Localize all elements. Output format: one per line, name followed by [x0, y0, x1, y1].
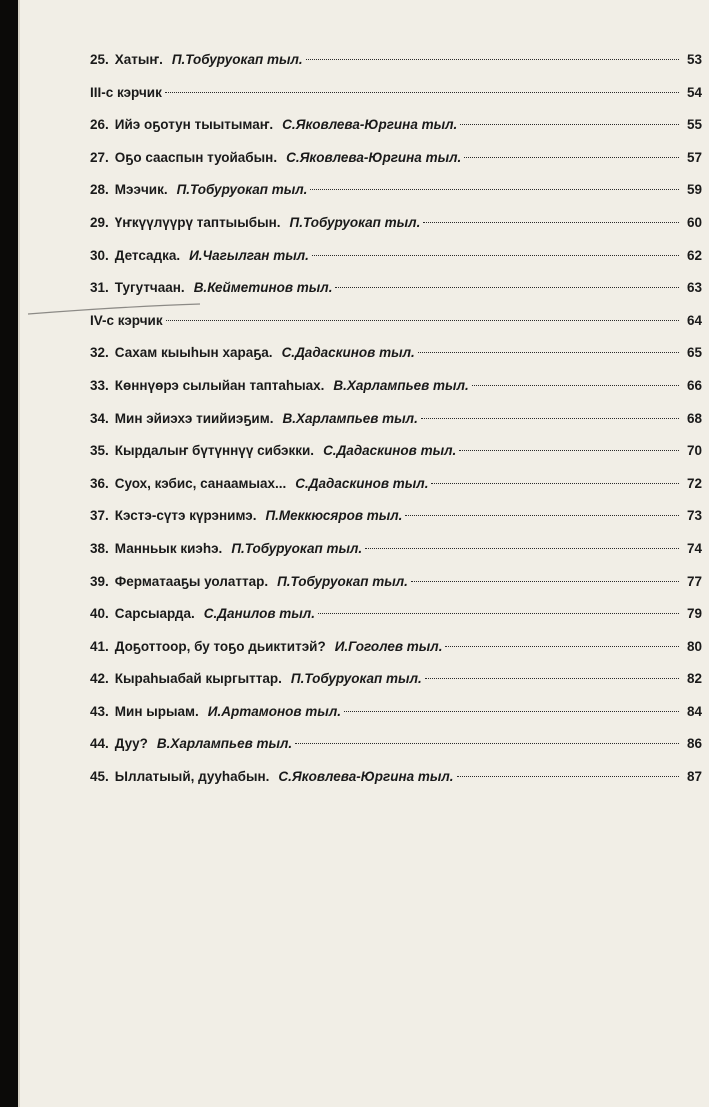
- entry-page-number: 73: [686, 508, 702, 524]
- toc-entry[interactable]: [90, 701, 702, 734]
- toc-entry[interactable]: [90, 82, 702, 115]
- dot-leader: [166, 320, 679, 321]
- toc-entry[interactable]: [90, 212, 702, 245]
- dot-leader: [411, 581, 679, 582]
- entry-number: 29.: [90, 214, 109, 230]
- entry-page-number: 68: [686, 410, 702, 426]
- entry-page-number: 87: [686, 769, 702, 785]
- toc-entry[interactable]: [90, 310, 702, 343]
- entry-number: 35.: [90, 443, 109, 459]
- entry-title: Сарсыарда.: [114, 606, 195, 622]
- entry-title: Детсадка.: [114, 247, 181, 263]
- entry-title: Манньык киэһэ.: [114, 540, 223, 556]
- entry-title: Үҥкүүлүүрү таптыыбын.: [114, 214, 281, 230]
- entry-page-number: 55: [686, 117, 702, 133]
- entry-title: Мин ырыам.: [114, 703, 199, 719]
- entry-page-number: 66: [686, 377, 702, 393]
- entry-page-number: 79: [686, 606, 702, 622]
- entry-author: В.Кейметинов тыл.: [193, 280, 333, 296]
- dot-leader: [445, 646, 679, 647]
- entry-title: Ийэ оҕотун тыытымаҥ.: [114, 117, 274, 133]
- toc-entry[interactable]: [90, 571, 702, 604]
- toc-entry[interactable]: [90, 147, 702, 180]
- entry-number: 44.: [90, 736, 109, 752]
- entry-page-number: 57: [686, 149, 702, 165]
- dot-leader: [312, 255, 679, 256]
- entry-author: С.Данилов тыл.: [203, 606, 315, 622]
- entry-title: Кыраһыабай кыргыттар.: [114, 671, 282, 687]
- entry-author: И.Гоголев тыл.: [334, 638, 443, 654]
- entry-number: 38.: [90, 540, 109, 556]
- dot-leader: [464, 157, 679, 158]
- dot-leader: [365, 548, 679, 549]
- entry-author: В.Харлампьев тыл.: [333, 377, 469, 393]
- entry-page-number: 60: [686, 214, 702, 230]
- entry-page-number: 72: [686, 475, 702, 491]
- entry-title: Доҕоттоор, бу тоҕо дьиктитэй?: [114, 638, 326, 654]
- entry-number: 36.: [90, 475, 109, 491]
- book-page: [18, 0, 709, 1107]
- entry-title: Тугутчаан.: [114, 280, 185, 296]
- dot-leader: [165, 92, 679, 93]
- entry-page-number: 84: [686, 703, 702, 719]
- entry-number: 28.: [90, 182, 109, 198]
- entry-title: IV-с кэрчик: [90, 312, 163, 328]
- entry-author: П.Тобуруокап тыл.: [277, 573, 408, 589]
- entry-number: 33.: [90, 377, 109, 393]
- entry-author: И.Артамонов тыл.: [207, 703, 341, 719]
- entry-title: Мээчик.: [114, 182, 168, 198]
- entry-page-number: 63: [686, 280, 702, 296]
- entry-title: Ферматааҕы уолаттар.: [114, 573, 269, 589]
- entry-author: С.Дадаскинов тыл.: [295, 475, 429, 491]
- dot-leader: [310, 189, 679, 190]
- toc-entry[interactable]: [90, 245, 702, 278]
- entry-page-number: 62: [686, 247, 702, 263]
- entry-number: 32.: [90, 345, 109, 361]
- entry-number: 34.: [90, 410, 109, 426]
- entry-author: И.Чагылган тыл.: [189, 247, 309, 263]
- entry-author: П.Тобуруокап тыл.: [171, 52, 303, 67]
- entry-page-number: 64: [686, 312, 702, 328]
- entry-author: С.Яковлева-Юргина тыл.: [278, 769, 454, 785]
- entry-number: 31.: [90, 280, 109, 296]
- entry-number: 26.: [90, 117, 109, 133]
- toc-entry[interactable]: [90, 114, 702, 147]
- entry-page-number: 74: [686, 540, 702, 556]
- entry-page-number: 80: [686, 638, 702, 654]
- entry-page-number: 70: [686, 443, 702, 459]
- dot-leader: [418, 352, 679, 353]
- entry-title: Кырдалыҥ бүтүннүү сибэкки.: [114, 443, 315, 459]
- entry-page-number: 54: [686, 84, 702, 100]
- toc-entry[interactable]: [90, 766, 702, 799]
- dot-leader: [295, 743, 679, 744]
- entry-number: 27.: [90, 149, 109, 165]
- entry-title: III-с кэрчик: [90, 84, 162, 100]
- toc-entry[interactable]: [90, 538, 702, 571]
- entry-title: Суох, кэбис, санаамыах...: [114, 475, 287, 491]
- entry-page-number: 82: [686, 671, 702, 687]
- entry-author: П.Тобуруокап тыл.: [231, 540, 363, 556]
- entry-author: П.Тобуруокап тыл.: [176, 182, 308, 198]
- entry-number: 40.: [90, 606, 109, 622]
- entry-number: 39.: [90, 573, 109, 589]
- entry-title: Хатыҥ.: [114, 52, 163, 67]
- toc-entry[interactable]: [90, 473, 702, 506]
- entry-author: В.Харлампьев тыл.: [282, 410, 418, 426]
- entry-title: Оҕо сааспын туойабын.: [114, 149, 278, 165]
- toc-entry[interactable]: [90, 408, 702, 441]
- toc-entry[interactable]: [90, 636, 702, 669]
- entry-title: Дуу?: [114, 736, 148, 752]
- dot-leader: [431, 483, 679, 484]
- entry-number: 25.: [90, 52, 109, 67]
- entry-number: 41.: [90, 638, 109, 654]
- entry-page-number: 53: [686, 52, 702, 67]
- toc-entry[interactable]: [90, 342, 702, 375]
- entry-page-number: 65: [686, 345, 702, 361]
- dot-leader: [459, 450, 679, 451]
- entry-number: 45.: [90, 769, 109, 785]
- entry-author: П.Меккюсяров тыл.: [265, 508, 403, 524]
- entry-title: Көннүөрэ сылыйан таптаһыах.: [114, 377, 325, 393]
- dot-leader: [405, 515, 679, 516]
- dot-leader: [457, 776, 679, 777]
- toc-entry[interactable]: [90, 668, 702, 701]
- dot-leader: [421, 418, 679, 419]
- dot-leader: [318, 613, 679, 614]
- entry-author: С.Яковлева-Юргина тыл.: [282, 117, 458, 133]
- toc-entry[interactable]: [90, 733, 702, 766]
- toc-entry[interactable]: [90, 49, 702, 82]
- toc-entry[interactable]: [90, 603, 702, 636]
- dot-leader: [472, 385, 679, 386]
- entry-number: 43.: [90, 703, 109, 719]
- dot-leader: [344, 711, 679, 712]
- entry-title: Мин эйиэхэ тиийиэҕим.: [114, 410, 274, 426]
- entry-author: С.Яковлева-Юргина тыл.: [286, 149, 462, 165]
- dot-leader: [423, 222, 679, 223]
- entry-author: С.Дадаскинов тыл.: [281, 345, 415, 361]
- entry-author: П.Тобуруокап тыл.: [289, 214, 421, 230]
- entry-number: 37.: [90, 508, 109, 524]
- toc-entry[interactable]: [90, 277, 702, 310]
- table-of-contents: [90, 49, 702, 799]
- toc-entry[interactable]: [90, 440, 702, 473]
- dot-leader: [425, 678, 679, 679]
- toc-entry[interactable]: [90, 505, 702, 538]
- dot-leader: [460, 124, 679, 125]
- entry-page-number: 77: [686, 573, 702, 589]
- entry-title: Сахам кыыһын хараҕа.: [114, 345, 273, 361]
- entry-title: Ыллатыый, дууһабын.: [114, 769, 270, 785]
- dot-leader: [335, 287, 679, 288]
- entry-author: С.Дадаскинов тыл.: [323, 443, 457, 459]
- dot-leader: [306, 59, 679, 60]
- entry-author: П.Тобуруокап тыл.: [290, 671, 422, 687]
- toc-entry[interactable]: [90, 375, 702, 408]
- entry-author: В.Харлампьев тыл.: [156, 736, 293, 752]
- toc-entry[interactable]: [90, 179, 702, 212]
- entry-number: 42.: [90, 671, 109, 687]
- entry-page-number: 59: [686, 182, 702, 198]
- entry-title: Кэстэ-сүтэ күрэнимэ.: [114, 508, 257, 524]
- entry-page-number: 86: [686, 736, 702, 752]
- entry-number: 30.: [90, 247, 109, 263]
